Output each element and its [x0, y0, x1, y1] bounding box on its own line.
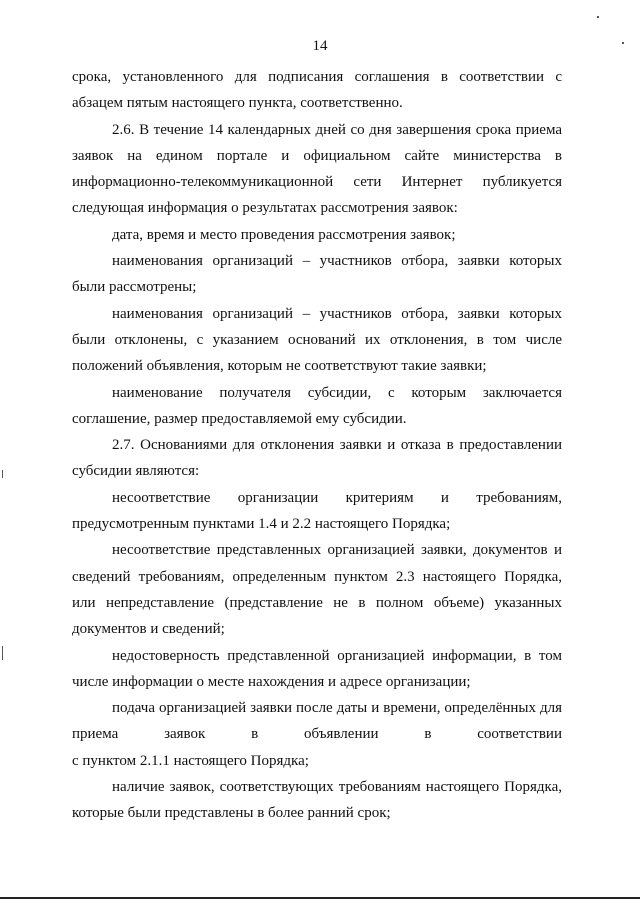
scan-edge-mark [2, 470, 3, 478]
paragraph: наличие заявок, соответствующих требованиям настоящего Порядка, которые были представлены в более ранний срок; [72, 779, 562, 822]
paragraph: недостоверность представленной организацией информации, в том числе информации о месте нахождения и адресе организации; [72, 647, 562, 690]
paragraph: срока, установленного для подписания соглашения в соответствии с абзацем пятым настоящего пункта, соответственно. [72, 69, 562, 112]
scan-bottom-edge [0, 897, 640, 899]
scan-speck [597, 16, 599, 18]
paragraph: наименования организаций – участников отбора, заявки которых были отклонены, с указанием оснований их отклонения, в том числе положений объявления, которым не соответствуют такие заявки; [72, 305, 562, 375]
paragraph: наименование получателя субсидии, с которым заключается соглашение, размер предоставляемой ему субсидии. [72, 384, 562, 427]
document-body [72, 64, 562, 827]
page-number: 14 [312, 38, 328, 54]
paragraph: 2.6. В течение 14 календарных дней со дня завершения срока приема заявок на едином портале и официальном сайте министерства в информационно-телекоммуникационной сети Интернет публикуется следующая информация о результатах рассмотрения заявок: [72, 121, 562, 217]
paragraph: несоответствие организации критериям и требованиям, предусмотренным пунктами 1.4 и 2.2 настоящего Порядка; [72, 489, 562, 533]
paragraph: с пунктом 2.1.1 настоящего Порядка; [72, 752, 309, 769]
paragraph: наименования организаций – участников отбора, заявки которых были рассмотрены; [72, 253, 562, 296]
paragraph: несоответствие представленных организацией заявки, документов и сведений требованиям, определенным пунктом 2.3 настоящего Порядка, или непредставление (представление не в полном объеме) указанных документов и сведений; [72, 542, 562, 638]
scan-edge-mark [2, 646, 3, 660]
paragraph: 2.7. Основаниями для отклонения заявки и отказа в предоставлении субсидии являются: [72, 437, 562, 480]
paragraph: дата, время и место проведения рассмотрения заявок; [112, 226, 456, 243]
scan-speck [622, 42, 624, 44]
paragraph: подача организацией заявки после даты и времени, определённых для приема заявок в объявлении в соответствии [72, 700, 562, 743]
